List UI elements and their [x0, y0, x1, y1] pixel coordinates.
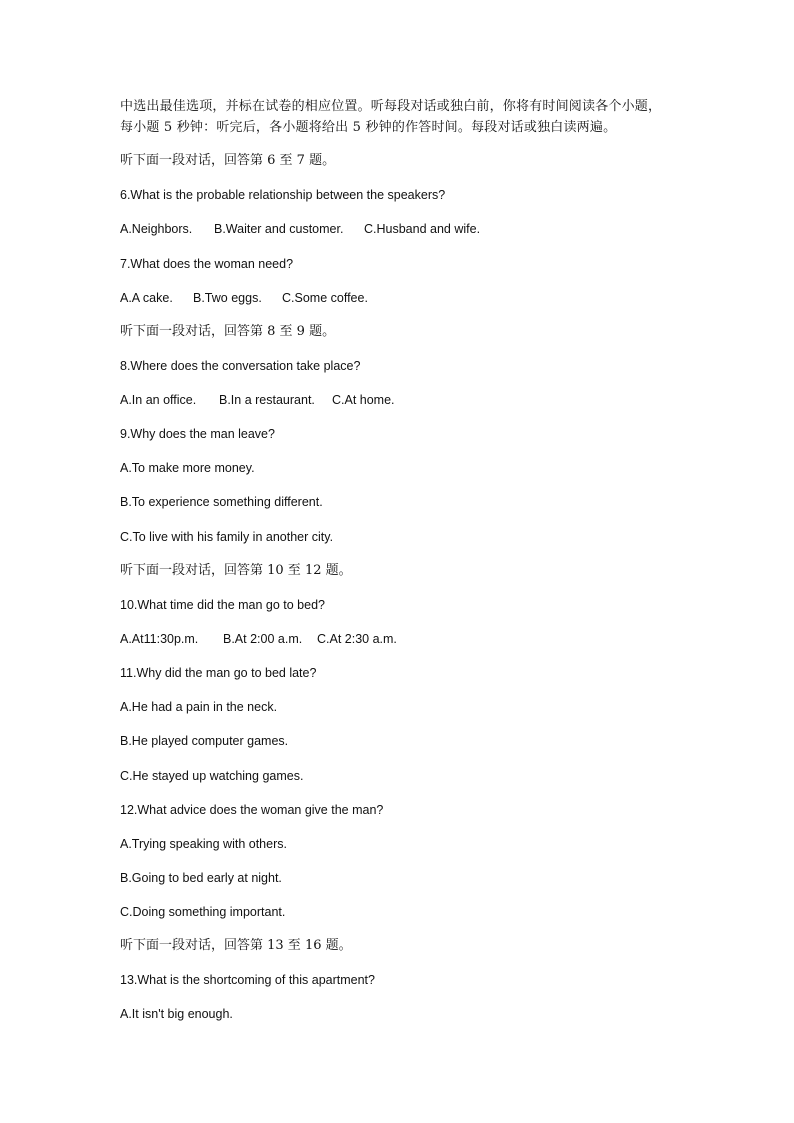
instructions-line-1: 中选出最佳选项，并标在试卷的相应位置。听每段对话或独白前，你将有时间阅读各个小题， [120, 99, 662, 114]
section-heading-8-9: 听下面一段对话，回答第 8 至 9 题。 [120, 324, 336, 339]
option-b: B.At 2:00 a.m. [223, 632, 303, 646]
section-heading-6-7: 听下面一段对话，回答第 6 至 7 题。 [120, 153, 336, 168]
question-10-options [120, 631, 397, 647]
question-7: 7.What does the woman need? [120, 257, 294, 271]
question-11-option-a: A.He had a pain in the neck. [120, 700, 278, 714]
question-9-option-b: B.To experience something different. [120, 495, 323, 509]
section-heading-10-12: 听下面一段对话，回答第 10 至 12 题。 [120, 563, 352, 578]
option-a: A.At11:30p.m. [120, 632, 199, 646]
question-6-options [120, 221, 480, 237]
question-13: 13.What is the shortcoming of this apartment? [120, 973, 375, 987]
question-9-option-a: A.To make more money. [120, 461, 255, 475]
question-6: 6.What is the probable relationship between the speakers? [120, 188, 446, 202]
option-b: B.Two eggs. [193, 291, 262, 305]
option-a: A.A cake. [120, 291, 173, 305]
question-12-option-b: B.Going to bed early at night. [120, 871, 282, 885]
question-13-option-a: A.It isn't big enough. [120, 1007, 233, 1021]
option-c: C.At 2:30 a.m. [317, 632, 397, 646]
question-9: 9.Why does the man leave? [120, 427, 275, 441]
option-b: B.In a restaurant. [219, 393, 315, 407]
option-a: A.In an office. [120, 393, 197, 407]
option-a: A.Neighbors. [120, 222, 193, 236]
question-11: 11.Why did the man go to bed late? [120, 666, 317, 680]
question-11-option-c: C.He stayed up watching games. [120, 769, 304, 783]
instructions-line-2: 每小题 5 秒钟：听完后，各小题将给出 5 秒钟的作答时间。每段对话或独白读两遍。 [120, 120, 617, 135]
question-9-option-c: C.To live with his family in another city. [120, 530, 334, 544]
option-c: C.Some coffee. [282, 291, 368, 305]
section-heading-13-16: 听下面一段对话，回答第 13 至 16 题。 [120, 938, 352, 953]
question-12-option-a: A.Trying speaking with others. [120, 837, 287, 851]
option-b: B.Waiter and customer. [214, 222, 344, 236]
question-12-option-c: C.Doing something important. [120, 905, 286, 919]
option-c: C.Husband and wife. [364, 222, 481, 236]
question-11-option-b: B.He played computer games. [120, 734, 289, 748]
question-12: 12.What advice does the woman give the man? [120, 803, 384, 817]
question-10: 10.What time did the man go to bed? [120, 598, 325, 612]
question-7-options [120, 290, 368, 306]
option-c: C.At home. [332, 393, 395, 407]
question-8: 8.Where does the conversation take place? [120, 359, 361, 373]
question-8-options [120, 392, 395, 408]
